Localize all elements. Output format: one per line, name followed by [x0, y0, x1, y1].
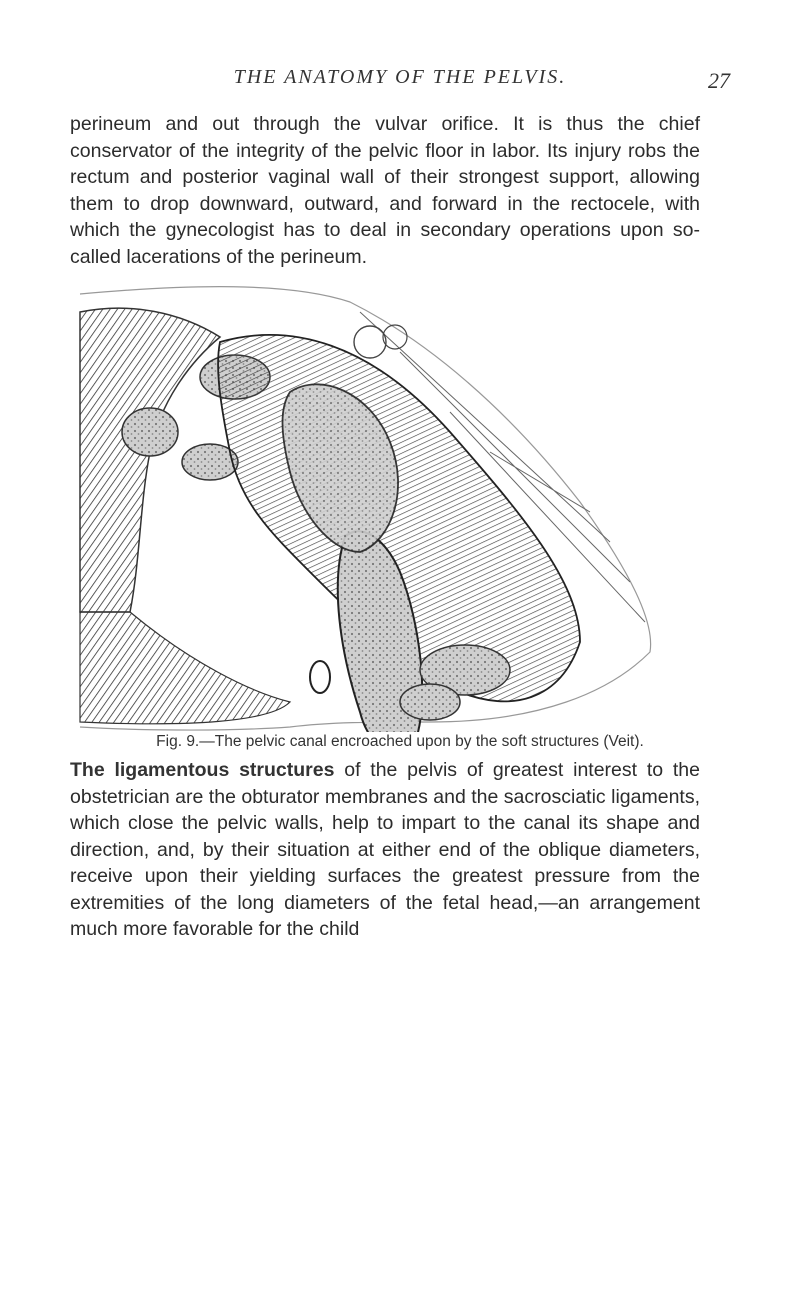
figure-caption: Fig. 9.—The pelvic canal encroached upon by the soft structures (Veit). [156, 733, 644, 750]
pelvic-canal-illustration [70, 282, 660, 732]
lower-left-tissue [80, 612, 290, 724]
page-number: 27 [708, 68, 730, 93]
running-head [70, 66, 730, 100]
paragraph-ligamentous [70, 757, 700, 943]
running-title: THE ANATOMY OF THE PELVIS. [233, 66, 567, 88]
small-structure-1 [354, 326, 386, 358]
paragraph-rest: of the pelvis of greatest interest to the obstetrician are the obturator membranes and the sacrosciatic ligaments, which close the pelvic walls, help to impart to the canal its shape and direction, and, by their situation at either end of the oblique diameters, receive upon their yielding surfaces the greatest pressure from the extremities of the long diameters of the fetal head,—an arrangement much more favorable for the child [70, 759, 700, 940]
paragraph-perineum: perineum and out through the vulvar orifice. It is thus the chief conservator of the integrity of the pelvic floor in labor. Its injury robs the rectum and posterior vaginal wall of their strongest support, allowing them to drop downward, outward, and forward in the rectocele, with which the gynecologist has to deal in secondary operations upon so-called lacerations of the perineum. [70, 113, 700, 268]
urethra [310, 661, 330, 693]
vertebra-3 [122, 408, 178, 456]
paragraph-lead: The ligamentous structures [70, 759, 335, 781]
coccyx-block [400, 684, 460, 720]
